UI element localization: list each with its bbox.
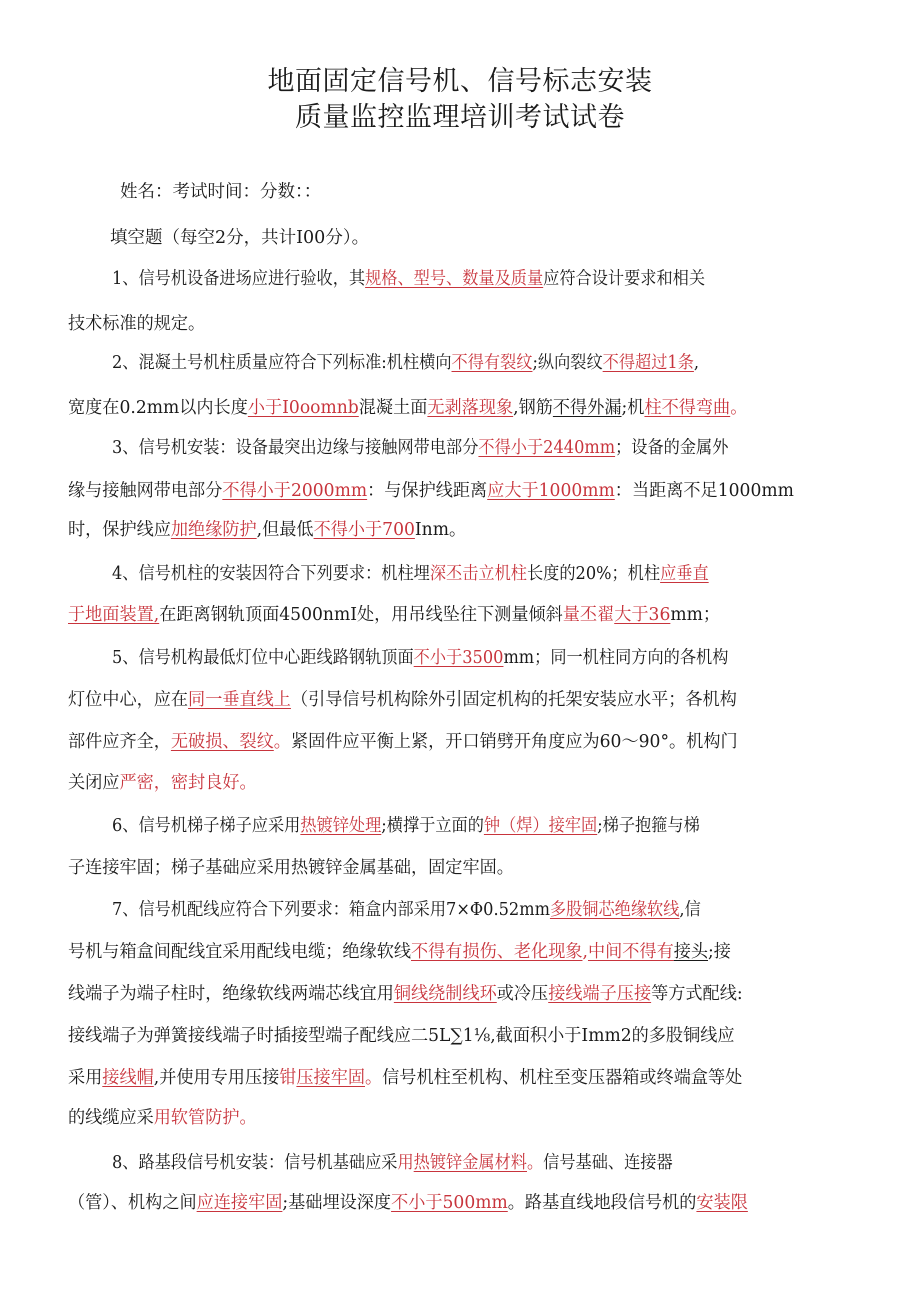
answer-text: 。	[239, 773, 257, 793]
prompt-text: Inm。	[414, 520, 467, 540]
answer-text: 。	[526, 1153, 544, 1173]
text-line	[68, 730, 852, 754]
prompt-text: 紧固件应平衡上紧，开口销劈开角度应为60～90°。机构门	[290, 732, 738, 752]
text-line	[68, 940, 852, 964]
text-line	[112, 646, 852, 670]
prompt-text: 关闭应	[68, 773, 120, 793]
text-line	[112, 814, 852, 838]
answer-text: 多股铜芯绝缘软线	[549, 900, 680, 920]
prompt-text: 3、信号机安装：设备最突出边缘与接触网带电部分	[112, 438, 479, 458]
section-heading: 填空题（每空2分，共计I00分）。	[110, 228, 370, 248]
text-line	[68, 603, 852, 627]
answer-text: 无破损、裂纹	[170, 732, 274, 752]
prompt-text: ：与保护线距离	[367, 481, 488, 501]
prompt-text: 技术标准的规定。	[68, 314, 206, 334]
answer-text: 规格、型号、数量及质量	[365, 269, 544, 289]
prompt-text: 信号机柱至机构、机柱至变压器箱或终端盒等处	[382, 1068, 743, 1088]
prompt-text: ,钢筋	[513, 398, 553, 418]
answer-text: ,	[582, 942, 588, 962]
answer-text: 应垂直	[660, 564, 709, 584]
prompt-text: ;横撑于立面的	[381, 816, 484, 836]
answer-text: 安装限	[696, 1193, 748, 1213]
answer-text: 。	[239, 1108, 257, 1128]
prompt-text: 线端子为端子柱时，绝缘软线两端芯线宜用	[68, 984, 394, 1004]
text-line	[112, 562, 852, 586]
answer-text: 加绝缘防护	[170, 520, 257, 540]
answer-text: 接头	[673, 942, 709, 962]
text-line	[112, 351, 852, 375]
text-line	[68, 518, 852, 542]
text-line	[68, 1066, 852, 1090]
text-line	[68, 1106, 852, 1130]
prompt-text: 接线端子为弹簧接线端子时插接型端子配线应二5L∑1⅛,截面积小于Imm2的多股铜线应	[68, 1026, 735, 1046]
prompt-text: 1、信号机设备进场应进行验收，其	[112, 269, 366, 289]
prompt-text: 的线缆应采	[68, 1108, 154, 1128]
prompt-text: 长度的20%；机柱	[526, 564, 661, 584]
prompt-text: 5、信号机构最低灯位中心距线路钢轨顶面	[112, 648, 414, 668]
prompt-text: 等方式配线:	[651, 984, 743, 1004]
answer-text: 应大于1000mm	[487, 481, 615, 501]
prompt-text: 缘与接触网带电部分	[68, 481, 223, 501]
answer-text: 接线端子压接	[548, 984, 652, 1004]
answer-text: 。	[365, 1068, 383, 1088]
prompt-text: mm；同一机柱同方向的各机构	[503, 648, 729, 668]
text-line	[68, 1191, 852, 1215]
answer-text: 小于I0oomnb	[247, 398, 359, 418]
answer-text: 不小于3500	[413, 648, 504, 668]
prompt-text: ：当距离不足1000mm	[614, 481, 794, 501]
answer-text: 柱不得弯曲	[644, 398, 731, 418]
answer-text: 。	[730, 398, 748, 418]
prompt-text: 。路基直线地段信号机的	[507, 1193, 697, 1213]
text-line	[68, 688, 852, 712]
answer-text: 热镀锌处理	[300, 816, 382, 836]
answer-text: 。	[273, 732, 291, 752]
answer-text: 钟（焊）接牢固	[483, 816, 598, 836]
text-line	[68, 396, 852, 420]
prompt-text: 8、路基段信号机安装：信号机基础应采	[112, 1153, 398, 1173]
prompt-text: 信号基础、连接器	[543, 1153, 673, 1173]
answer-text: 不得小于2000mm	[222, 481, 368, 501]
prompt-text: 子连接牢固；梯子基础应采用热镀锌金属基础，固定牢固。	[68, 858, 514, 878]
prompt-text: 时，保护线应	[68, 520, 171, 540]
prompt-text: 应符合设计要求和相关	[543, 269, 706, 289]
prompt-text: 在距离钢轨顶面4500nmI处，用吊线坠往下测量倾斜	[159, 605, 563, 625]
answer-text: 不小于500mm	[391, 1193, 508, 1213]
prompt-text: ,信	[679, 900, 701, 920]
answer-text: 钳	[279, 1068, 297, 1088]
prompt-text: （引导信号机构除外引固定机构的托架安装应水平；各机构	[290, 690, 737, 710]
answer-text: 不得有损伤、老化现象	[411, 942, 583, 962]
answer-text: 不得小于2440mm	[478, 438, 616, 458]
prompt-text: ,但最低	[256, 520, 314, 540]
prompt-text: ,	[693, 353, 700, 373]
answer-text: 用软管防护	[153, 1108, 240, 1128]
prompt-text: 4、信号机柱的安装因符合下列要求：机柱埋	[112, 564, 430, 584]
answer-text: 量丕翟	[562, 605, 615, 625]
prompt-text: （管）、机构之间	[68, 1193, 197, 1213]
answer-text: 同一垂直线上	[188, 690, 291, 710]
answer-text: 严密，密封良好	[119, 773, 240, 793]
prompt-text: ;纵向裂纹	[532, 353, 603, 373]
prompt-text: ;梯子抱箍与梯	[597, 816, 700, 836]
text-line	[68, 982, 852, 1006]
text-line	[112, 436, 852, 460]
title-line-2: 质量监控监理培训考试试卷	[295, 102, 625, 133]
answer-text: 不得超过1条	[602, 353, 694, 373]
prompt-text: 号机与箱盒间配线宜采用配线电缆；绝缘软线	[68, 942, 411, 962]
answer-text: 热镀锌金属材料	[413, 1153, 527, 1173]
header-fields: 姓名：考试时间：分数：：	[120, 182, 322, 202]
answer-text: 大于36	[614, 605, 671, 625]
text-line	[68, 856, 852, 880]
prompt-text: 6、信号机梯子梯子应采用	[112, 816, 301, 836]
text-line	[112, 898, 852, 922]
prompt-text: ;接	[708, 942, 731, 962]
prompt-text: ,并使用专用压接	[153, 1068, 280, 1088]
prompt-text: ;基础埋设深度	[282, 1193, 392, 1213]
answer-text: 应连接牢固	[196, 1193, 283, 1213]
answer-text: 中间不得有	[587, 942, 674, 962]
answer-text: 于地面装置,	[68, 605, 160, 625]
prompt-text: 采用	[68, 1068, 103, 1088]
answer-text: 用	[397, 1153, 414, 1173]
answer-text: 压接牢固	[296, 1068, 366, 1088]
prompt-text: ;机	[621, 398, 645, 418]
prompt-text: mm；	[670, 605, 721, 625]
answer-text: 不得有裂纹	[451, 353, 533, 373]
prompt-text: 或冷压	[496, 984, 549, 1004]
answer-text: 不得外漏	[552, 398, 622, 418]
text-line	[68, 312, 852, 336]
answer-text: 接线帽	[102, 1068, 154, 1088]
text-line	[68, 479, 852, 503]
prompt-text: 灯位中心，应在	[68, 690, 189, 710]
prompt-text: 宽度在0.2mm以内长度	[68, 398, 248, 418]
prompt-text: ；设备的金属外	[615, 438, 729, 458]
answer-text: 深丕击立机柱	[429, 564, 527, 584]
answer-text: 铜线绕制线环	[393, 984, 497, 1004]
text-line	[68, 771, 852, 795]
prompt-text: 7、信号机配线应符合下列要求：箱盒内部采用7×Φ0.52mm	[112, 900, 550, 920]
title-line-1: 地面固定信号机、信号标志安装	[267, 66, 653, 97]
text-line	[112, 267, 852, 291]
prompt-text: 2、混凝土号机柱质量应符合下列标准:机柱横向	[112, 353, 452, 373]
text-line	[112, 1151, 852, 1175]
answer-text: 不得小于700	[313, 520, 415, 540]
prompt-text: 部件应齐全，	[68, 732, 171, 752]
text-line	[68, 1024, 852, 1048]
prompt-text: 混凝土面	[358, 398, 428, 418]
answer-text: 无剥落现象	[427, 398, 514, 418]
